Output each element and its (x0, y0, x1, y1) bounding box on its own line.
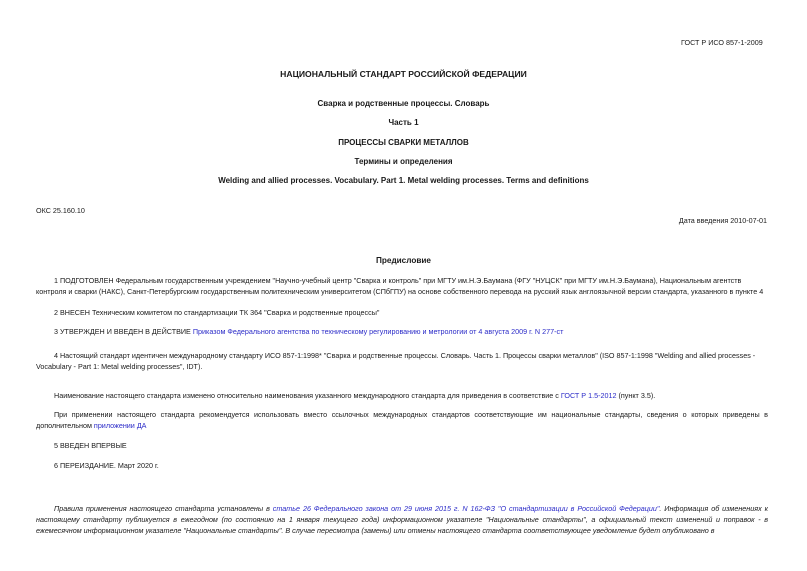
national-standard-title: НАЦИОНАЛЬНЫЙ СТАНДАРТ РОССИЙСКОЙ ФЕДЕРАЦИИ (280, 69, 527, 79)
subject-title: Сварка и родственные процессы. Словарь (317, 99, 490, 108)
rules-suffix: . Информация об изменениях к настоящему стандарту публикуется в ежегодном (по состоянию на 1 января текущего года) информационном указателе "Национальные стандарты", а официальный текст изменений и поправок - в ежемесячном информационном указателе "Национальные стандарты". В случае пересмотра (замены) или отмены настоящего стандарта соответствующее уведомление будет опубликовано в (36, 504, 768, 535)
processes-title: ПРОЦЕССЫ СВАРКИ МЕТАЛЛОВ (338, 138, 469, 147)
approval-text: 3 УТВЕРЖДЕН И ВВЕДЕН В ДЕЙСТВИЕ (54, 327, 193, 336)
rules-text: Правила применения настоящего стандарта установлены в (54, 504, 273, 513)
terms-title: Термины и определения (354, 157, 453, 166)
foreword-paragraph-2: 2 ВНЕСЕН Техническим комитетом по стандартизации ТК 364 "Сварка и родственные процессы" (54, 308, 380, 317)
foreword-paragraph-1: 1 ПОДГОТОВЛЕН Федеральным государственным учреждением "Научно-учебный центр "Сварка и контроль" при МГТУ им.Н.Э.Баумана (ФГУ "НУЦСК" при МГТУ им.Н.Э.Баумана), Национальным агентств контроля и сварки (НАКС), Санкт-Петербургским государственным политехническим университетом (СПбГПУ) на основе собственного перевода на русский язык англоязычной версии стандарта, указанного в пункте 4 (36, 276, 764, 296)
foreword-heading: Предисловие (376, 256, 431, 265)
gost-link[interactable]: ГОСТ Р 1.5-2012 (560, 391, 617, 400)
naming-suffix: (пункт 3.5). (616, 391, 656, 400)
part-title: Часть 1 (388, 118, 419, 127)
foreword-paragraph-5 (36, 390, 768, 401)
naming-text: Наименование настоящего стандарта изменено относительно наименования указанного международного стандарта для приведения в соответствие с (54, 391, 561, 400)
application-text: При применении настоящего стандарта рекомендуется использовать вместо ссылочных международных стандартов соответствующие им национальные стандарты, сведения о которых приведены в дополнительном (36, 410, 768, 430)
appendix-link[interactable]: приложении ДА (93, 421, 147, 430)
foreword-paragraph-3 (36, 326, 768, 337)
document-code: ГОСТ Р ИСО 857-1-2009 (681, 38, 763, 47)
order-link[interactable]: Приказом Федерального агентства по техническому регулированию и метрологии от 4 августа 2009 г. N 277-ст (192, 327, 564, 336)
foreword-paragraph-9 (36, 503, 768, 547)
foreword-paragraph-7: 5 ВВЕДЕН ВПЕРВЫЕ (54, 441, 127, 450)
federal-law-link[interactable]: статье 26 Федерального закона от 29 июня 2015 г. N 162-ФЗ "О стандартизации в Российской Федерации" (272, 504, 660, 513)
foreword-paragraph-6 (36, 409, 768, 431)
introduction-date: Дата введения 2010-07-01 (678, 216, 767, 225)
foreword-paragraph-8: 6 ПЕРЕИЗДАНИЕ. Март 2020 г. (54, 461, 159, 470)
english-title: Welding and allied processes. Vocabulary. Part 1. Metal welding processes. Terms and definitions (218, 176, 589, 185)
oks-code: ОКС 25.160.10 (36, 206, 85, 215)
foreword-paragraph-4: 4 Настоящий стандарт идентичен международному стандарту ИСО 857-1:1998* "Сварка и родственные процессы. Словарь. Часть 1. Процессы сварки металлов" (ISO 857-1:1998 "Welding and allied processes - Vocabulary - Part 1: Metal welding processes", IDT). (36, 351, 756, 371)
